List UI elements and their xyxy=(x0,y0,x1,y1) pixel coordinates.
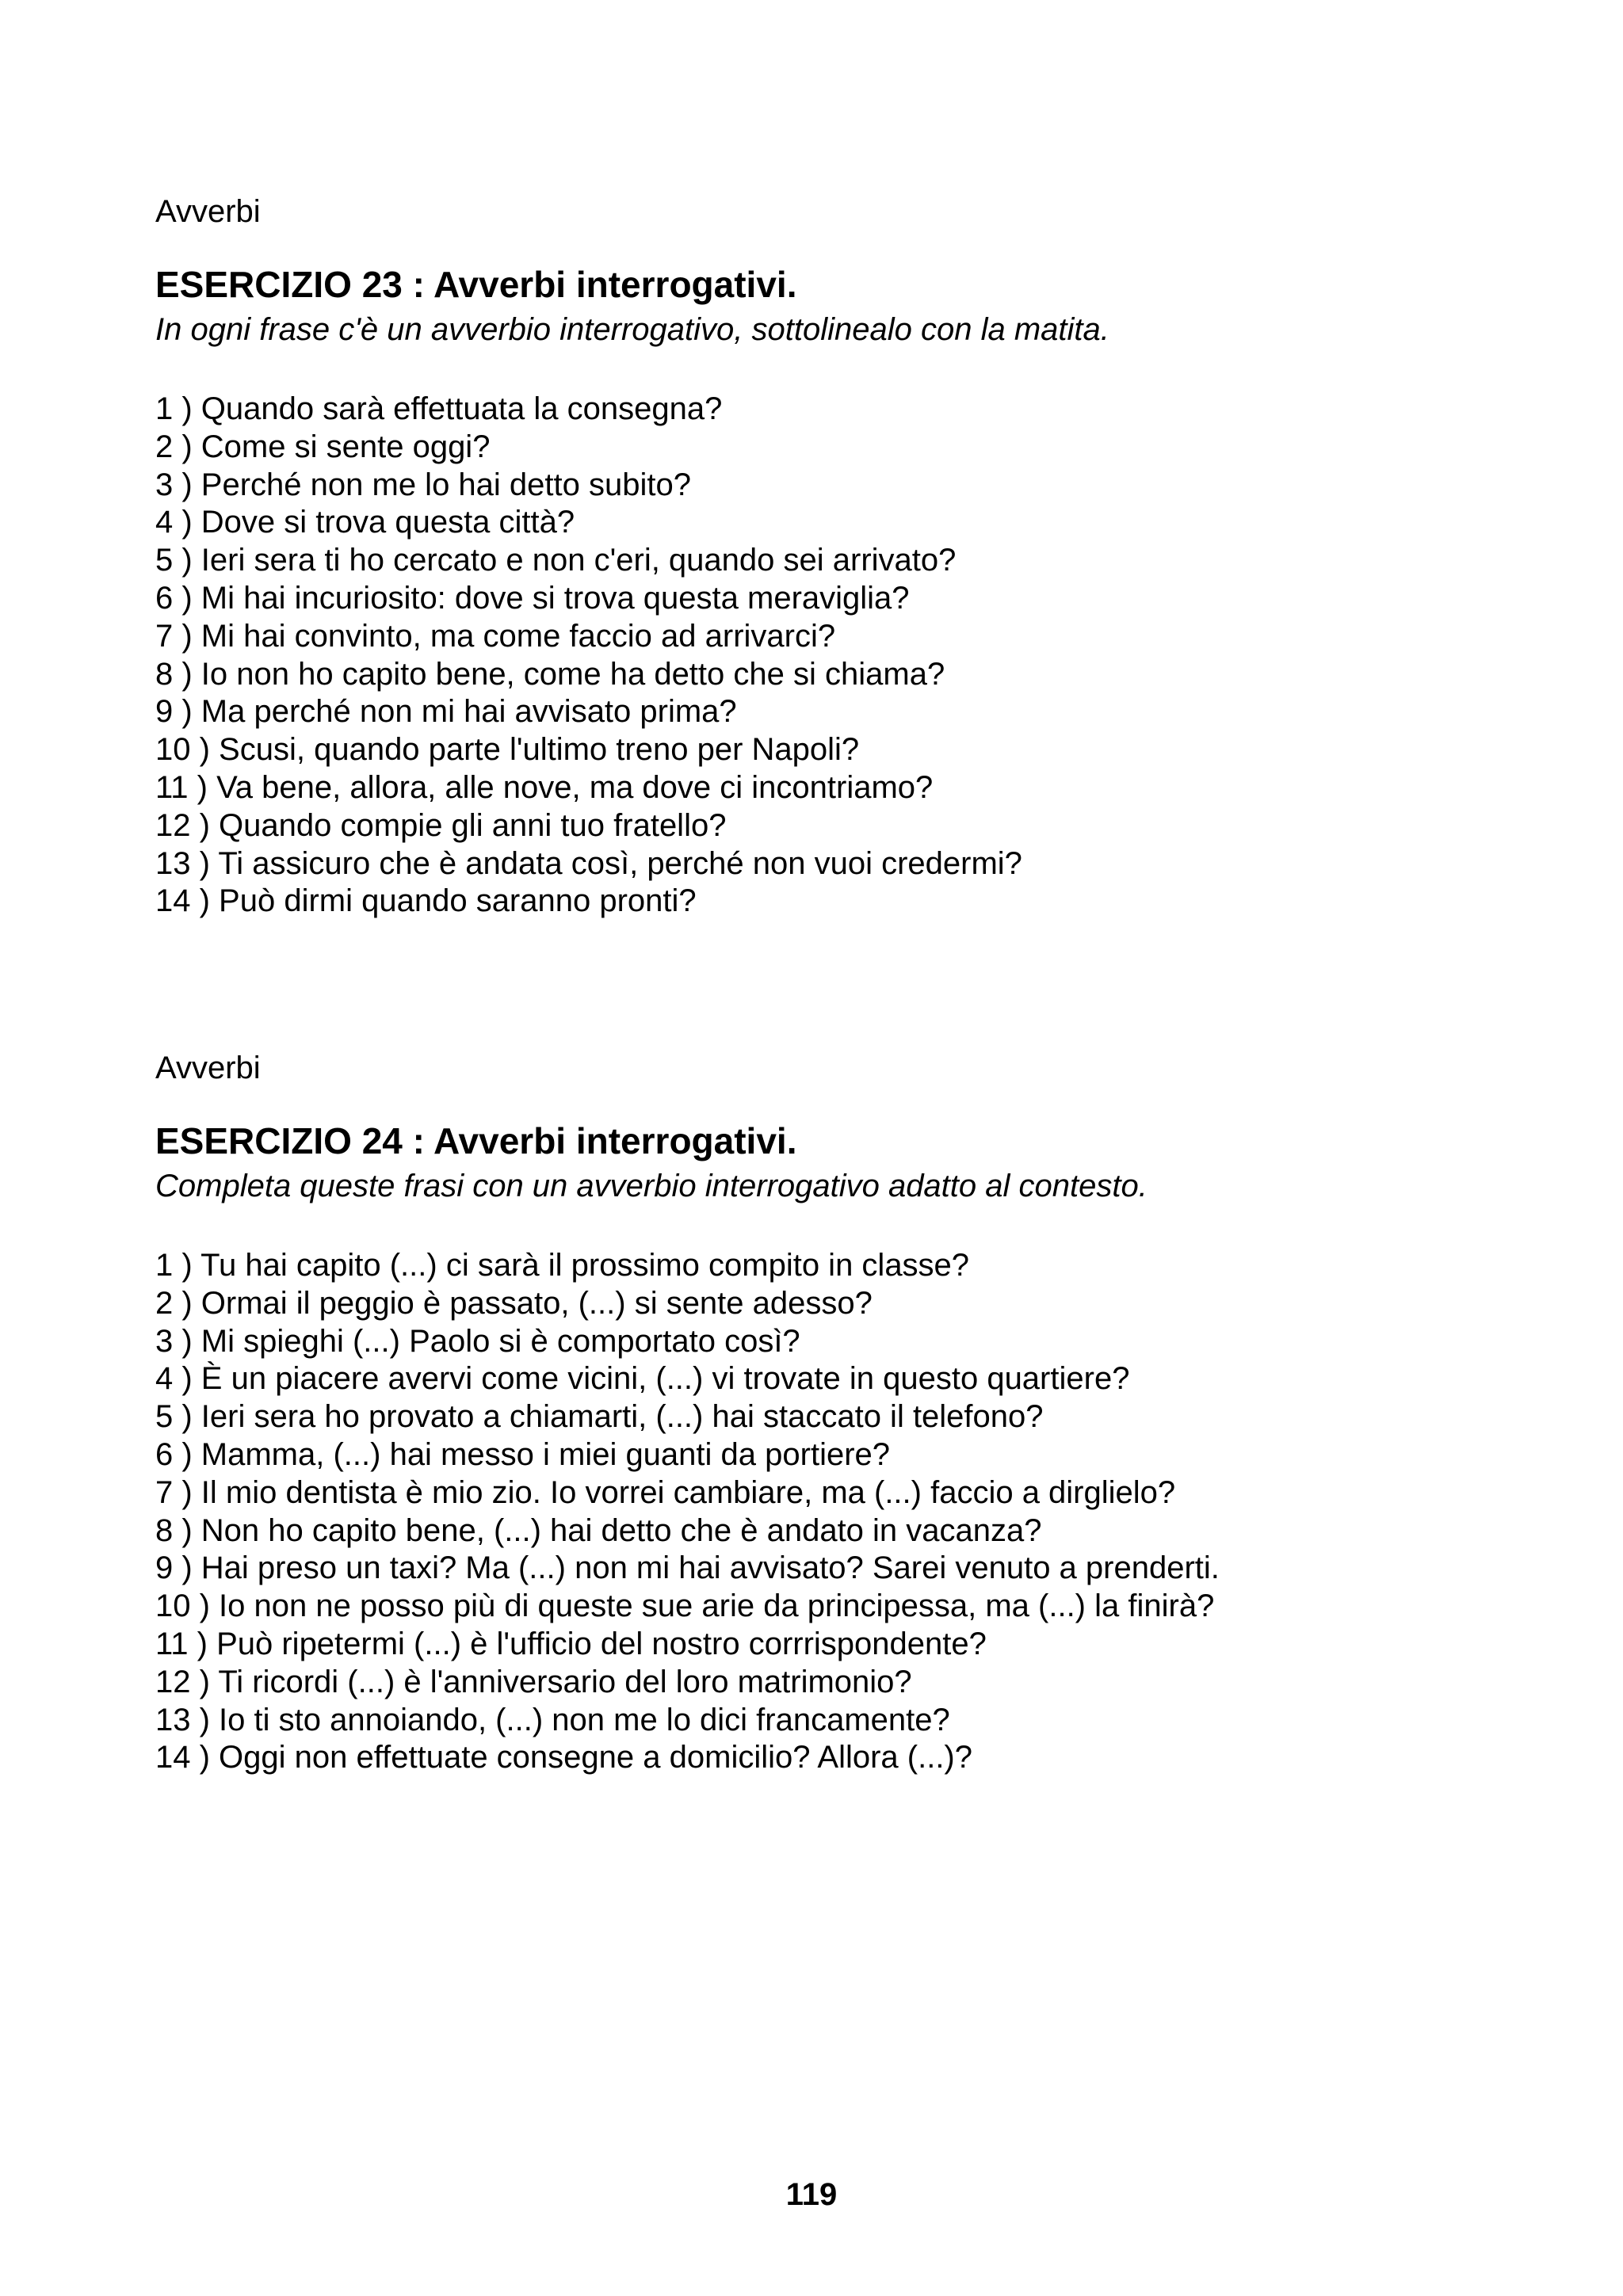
exercise-items-list xyxy=(155,391,1503,921)
section-category: Avverbi xyxy=(155,1051,261,1085)
exercise-item: 2 ) Ormai il peggio è passato, (...) si sente adesso? xyxy=(155,1285,873,1321)
exercise-item: 11 ) Può ripetermi (...) è l'ufficio del nostro corrrispondente? xyxy=(155,1626,987,1661)
exercise-item: 14 ) Può dirmi quando saranno pronti? xyxy=(155,883,697,919)
exercise-instruction: Completa queste frasi con un avverbio interrogativo adatto al contesto. xyxy=(155,1169,1148,1203)
exercise-item: 3 ) Perché non me lo hai detto subito? xyxy=(155,467,691,502)
exercise-item: 1 ) Quando sarà effettuata la consegna? xyxy=(155,391,723,426)
exercise-item: 4 ) È un piacere avervi come vicini, (...) vi trovate in questo quartiere? xyxy=(155,1361,1130,1397)
exercise-item: 7 ) Mi hai convinto, ma come faccio ad arrivarci? xyxy=(155,618,836,654)
exercise-item: 9 ) Hai preso un taxi? Ma (...) non mi hai avvisato? Sarei venuto a prenderti. xyxy=(155,1550,1220,1586)
exercise-24-section xyxy=(155,1049,1503,1777)
exercise-item: 13 ) Io ti sto annoiando, (...) non me lo dici francamente? xyxy=(155,1702,950,1737)
section-category: Avverbi xyxy=(155,194,261,229)
exercise-item: 9 ) Ma perché non mi hai avvisato prima? xyxy=(155,694,737,730)
exercise-title: ESERCIZIO 23 : Avverbi interrogativi. xyxy=(155,264,797,305)
exercise-item: 1 ) Tu hai capito (...) ci sarà il prossimo compito in classe? xyxy=(155,1248,970,1283)
exercise-item: 13 ) Ti assicuro che è andata così, perché non vuoi credermi? xyxy=(155,845,1022,881)
exercise-item: 8 ) Io non ho capito bene, come ha detto che si chiama? xyxy=(155,656,945,692)
exercise-items-list xyxy=(155,1247,1503,1777)
exercise-item: 5 ) Ieri sera ho provato a chiamarti, (...) hai staccato il telefono? xyxy=(155,1399,1044,1435)
exercise-item: 5 ) Ieri sera ti ho cercato e non c'eri, quando sei arrivato? xyxy=(155,543,957,578)
exercise-23-section xyxy=(155,193,1503,921)
exercise-item: 14 ) Oggi non effettuate consegne a domicilio? Allora (...)? xyxy=(155,1740,972,1775)
page-number: 119 xyxy=(785,2177,838,2212)
exercise-item: 6 ) Mamma, (...) hai messo i miei guanti da portiere? xyxy=(155,1436,891,1472)
exercise-item: 7 ) Il mio dentista è mio zio. Io vorrei cambiare, ma (...) faccio a dirglielo? xyxy=(155,1474,1176,1510)
exercise-item: 2 ) Come si sente oggi? xyxy=(155,429,491,464)
exercise-item: 12 ) Quando compie gli anni tuo fratello? xyxy=(155,807,727,843)
exercise-title: ESERCIZIO 24 : Avverbi interrogativi. xyxy=(155,1120,797,1161)
exercise-item: 10 ) Io non ne posso più di queste sue arie da principessa, ma (...) la finirà? xyxy=(155,1589,1215,1624)
exercise-item: 8 ) Non ho capito bene, (...) hai detto che è andato in vacanza? xyxy=(155,1512,1042,1548)
exercise-item: 3 ) Mi spieghi (...) Paolo si è comportato così? xyxy=(155,1323,800,1359)
exercise-item: 6 ) Mi hai incuriosito: dove si trova questa meraviglia? xyxy=(155,580,910,616)
exercise-item: 10 ) Scusi, quando parte l'ultimo treno per Napoli? xyxy=(155,732,860,768)
exercise-item: 11 ) Va bene, allora, alle nove, ma dove ci incontriamo? xyxy=(155,769,934,805)
exercise-item: 12 ) Ti ricordi (...) è l'anniversario del loro matrimonio? xyxy=(155,1664,912,1699)
exercise-instruction: In ogni frase c'è un avverbio interrogativo, sottolinealo con la matita. xyxy=(155,312,1109,347)
exercise-item: 4 ) Dove si trova questa città? xyxy=(155,505,575,540)
